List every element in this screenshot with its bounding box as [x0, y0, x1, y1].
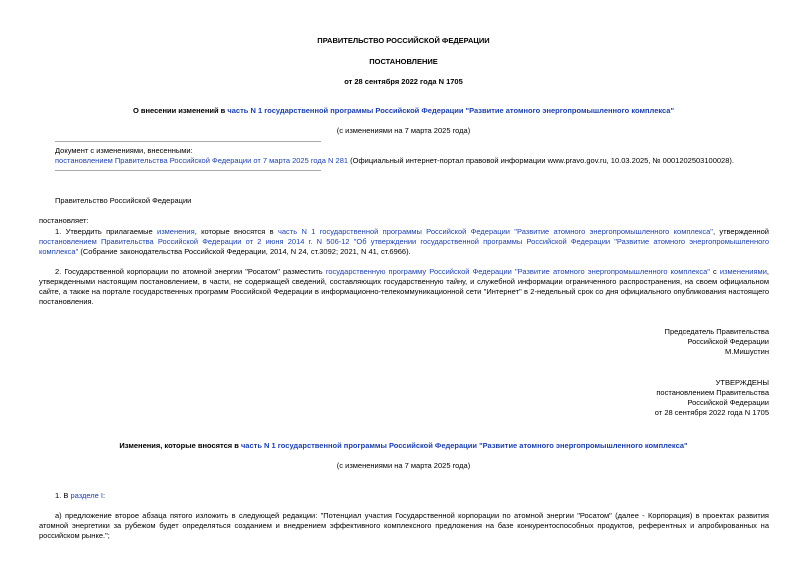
publication-info: (Официальный интернет-портал правовой информации www.pravo.gov.ru, 10.03.2025, № 0001202503100028).: [348, 156, 734, 165]
amendment-note: (с изменениями на 7 марта 2025 года): [336, 126, 471, 135]
section-1-link[interactable]: разделе I: [70, 491, 103, 500]
divider-top: [55, 141, 321, 142]
decides-label: постановляет:: [39, 216, 89, 225]
approval-block: [469, 378, 769, 418]
approved-heading: УТВЕРЖДЕНЫ: [715, 378, 769, 387]
divider-bottom: [55, 170, 321, 171]
signature-name: М.Мишустин: [725, 347, 769, 356]
p1-text-b: , которые вносятся в: [194, 227, 278, 236]
amendment-note-2: (с изменениями на 7 марта 2025 года): [336, 461, 471, 470]
amendments-link[interactable]: изменениями: [719, 267, 767, 276]
paragraph-2: [39, 267, 769, 307]
decree-506-link[interactable]: постановлением Правительства Российской Федерации от 2 июня 2014 г. N 506-12 "Об утверждении государственной программы Российской Федерации "Развитие атомного энергопромышленного комплекса": [39, 237, 769, 256]
approved-date: от 28 сентября 2022 года N 1705: [654, 408, 769, 417]
changes-title-prefix: Изменения, которые вносятся в: [119, 441, 241, 450]
signature-title: Председатель Правительства: [664, 327, 769, 336]
document-title: [0, 106, 807, 116]
changes-title: [0, 441, 807, 451]
p2-text-a: 2. Государственной корпорации по атомной энергии "Росатом" разместить: [55, 267, 326, 276]
approved-by: постановлением Правительства: [656, 388, 769, 397]
document-type: ПОСТАНОВЛЕНИЕ: [369, 57, 438, 66]
changes-title-link[interactable]: часть N 1 государственной программы Российской Федерации "Развитие атомного энергопромышленного комплекса": [240, 441, 688, 450]
government-heading: ПРАВИТЕЛЬСТВО РОССИЙСКОЙ ФЕДЕРАЦИИ: [317, 36, 490, 45]
p1-text-a: 1. Утвердить прилагаемые: [55, 227, 158, 236]
p2-text-c: , утвержденными настоящим постановлением, в части, не содержащей сведений, составляющих государственную тайну, и служебной информации ограниченного распространения, на своем официальном сайте, а также на портале государственных программ Российской Федерации в информационно-телекоммуникационной сети "Интернет" в 2-недельный срок со дня официального опубликования настоящего постановления.: [39, 267, 769, 306]
document-date: от 28 сентября 2022 года N 1705: [344, 77, 463, 86]
item-1-text: 1. В: [55, 491, 71, 500]
title-program-link[interactable]: часть N 1 государственной программы Российской Федерации "Развитие атомного энергопромышленного комплекса": [227, 106, 675, 115]
item-a: а) предложение второе абзаца пятого изложить в следующей редакции: "Потенциал участия Государственной корпорации по атомной энергии "Росатом" (далее - Корпорация) в проектах развития атомной энергетики за рубежом будет определяться созданием и внедрением эффективного комплексного предложения на базе конкурентоспособных продуктов, референтных и апробированных на российском рынке.";: [39, 511, 769, 540]
p1-text-c: , утвержденной: [712, 227, 769, 236]
paragraph-1: [39, 227, 769, 257]
item-1: [55, 491, 105, 501]
amending-decree-link[interactable]: постановлением Правительства Российской Федерации от 7 марта 2025 года N 281: [55, 156, 349, 165]
program-part-link[interactable]: часть N 1 государственной программы Российской Федерации "Развитие атомного энергопромышленного комплекса": [277, 227, 713, 236]
p1-text-d: (Собрание законодательства Российской Федерации, 2014, N 24, ст.3092; 2021, N 41, ст.6966).: [78, 247, 411, 256]
title-prefix: О внесении изменений в: [132, 106, 228, 115]
item-1-colon: :: [102, 491, 106, 500]
state-program-link[interactable]: государственную программу Российской Федерации "Развитие атомного энергопромышленного комплекса": [325, 267, 710, 276]
signature-block: [469, 327, 769, 357]
government-name: Правительство Российской Федерации: [55, 196, 192, 205]
signature-org: Российской Федерации: [687, 337, 769, 346]
approved-org: Российской Федерации: [687, 398, 769, 407]
p2-text-b: с: [709, 267, 720, 276]
changes-reference: [55, 156, 775, 166]
changes-link[interactable]: изменения: [157, 227, 195, 236]
changes-label: Документ с изменениями, внесенными:: [55, 146, 193, 155]
